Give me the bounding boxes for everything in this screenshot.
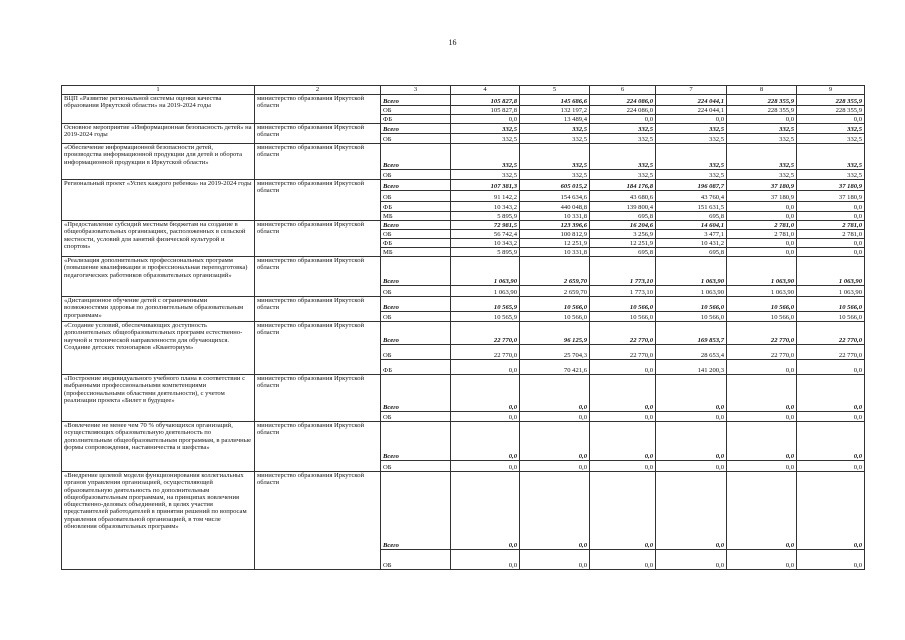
table-row [62, 375, 865, 412]
funding-source: МБ [381, 212, 451, 221]
measure-name: «Дистанционное обучение детей с ограниченными возможностями здоровья по дополнительным образовательным программам» [62, 297, 255, 322]
measure-name: ВЦП «Развитие региональной системы оценки качества образования Иркутской области» на 2019-2024 годы [62, 95, 255, 124]
amount-cell: 224 086,0 [590, 106, 656, 115]
amount-cell: 10 566,0 [797, 297, 865, 312]
amount-cell: 695,8 [656, 248, 727, 257]
measure-name: «Внедрение целевой модели функционирования коллегиальных органов управления организацией, осуществляющей образовательную деятельность по дополнительным общеобразовательным программам, на принципах вовлечения общественно-деловых объединений, в целях участия представителей работодателей в принятии решений по вопросам управления образовательной организацией, в том числе обновления образовательных программ» [62, 472, 255, 570]
header-cell: 4 [451, 86, 520, 95]
amount-cell: 0,0 [797, 412, 865, 422]
amount-cell: 0,0 [727, 360, 797, 375]
amount-cell: 0,0 [451, 472, 520, 550]
amount-cell: 16 204,6 [590, 221, 656, 230]
measure-name: «Реализация дополнительных профессиональных программ (повышение квалификации и профессиональная переподготовка) педагогических работников образовательных организаций» [62, 257, 255, 297]
amount-cell: 22 770,0 [590, 345, 656, 360]
funding-source: ОБ [381, 312, 451, 322]
table-row [62, 322, 865, 345]
amount-cell: 70 421,6 [520, 360, 590, 375]
amount-cell: 0,0 [656, 412, 727, 422]
amount-cell: 2 659,70 [520, 286, 590, 297]
amount-cell: 100 812,9 [520, 230, 590, 239]
amount-cell: 91 142,2 [451, 191, 520, 202]
amount-cell: 72 981,5 [451, 221, 520, 230]
amount-cell: 0,0 [451, 412, 520, 422]
amount-cell: 332,5 [656, 134, 727, 144]
amount-cell: 332,5 [797, 144, 865, 170]
amount-cell: 10 343,2 [451, 202, 520, 212]
amount-cell: 0,0 [727, 239, 797, 248]
amount-cell: 12 251,9 [590, 239, 656, 248]
amount-cell: 10 566,0 [656, 297, 727, 312]
amount-cell: 2 781,0 [797, 230, 865, 239]
amount-cell: 37 180,9 [797, 180, 865, 191]
amount-cell: 0,0 [590, 360, 656, 375]
amount-cell: 5 895,9 [451, 248, 520, 257]
funding-source: Всего [381, 297, 451, 312]
amount-cell: 0,0 [590, 375, 656, 412]
funding-source: ФБ [381, 239, 451, 248]
amount-cell: 2 781,0 [727, 230, 797, 239]
amount-cell: 22 770,0 [797, 322, 865, 345]
amount-cell: 22 770,0 [727, 345, 797, 360]
amount-cell: 28 653,4 [656, 345, 727, 360]
header-cell: 3 [381, 86, 451, 95]
amount-cell: 0,0 [797, 115, 865, 124]
amount-cell: 12 251,9 [520, 239, 590, 248]
amount-cell: 3 477,1 [656, 230, 727, 239]
amount-cell: 22 770,0 [451, 345, 520, 360]
amount-cell: 1 063,90 [797, 257, 865, 286]
funding-source: Всего [381, 257, 451, 286]
table-row [62, 95, 865, 106]
amount-cell: 139 800,4 [590, 202, 656, 212]
amount-cell: 332,5 [727, 134, 797, 144]
amount-cell: 0,0 [590, 412, 656, 422]
measure-name: «Обеспечение информационной безопасности детей, производства информационной продукции для детей и оборота информационной продукции в Иркутской области» [62, 144, 255, 180]
executor-name: министерство образования Иркутской области [255, 422, 381, 472]
header-cell: 2 [255, 86, 381, 95]
executor-name: министерство образования Иркутской области [255, 95, 381, 124]
amount-cell: 332,5 [520, 144, 590, 170]
amount-cell: 43 760,4 [656, 191, 727, 202]
amount-cell: 228 355,9 [797, 95, 865, 106]
amount-cell: 14 604,1 [656, 221, 727, 230]
amount-cell: 10 566,0 [520, 297, 590, 312]
amount-cell: 184 176,8 [590, 180, 656, 191]
amount-cell: 13 489,4 [520, 115, 590, 124]
amount-cell: 332,5 [727, 144, 797, 170]
amount-cell: 37 180,9 [727, 191, 797, 202]
table-row [62, 422, 865, 461]
funding-source: Всего [381, 472, 451, 550]
amount-cell: 141 200,3 [656, 360, 727, 375]
amount-cell: 0,0 [797, 375, 865, 412]
amount-cell: 0,0 [520, 375, 590, 412]
executor-name: министерство образования Иркутской области [255, 322, 381, 375]
amount-cell: 0,0 [656, 422, 727, 461]
funding-source: Всего [381, 144, 451, 170]
amount-cell: 2 781,0 [797, 221, 865, 230]
funding-source: Всего [381, 124, 451, 134]
table-row [62, 257, 865, 286]
amount-cell: 0,0 [727, 202, 797, 212]
amount-cell: 0,0 [590, 422, 656, 461]
amount-cell: 0,0 [656, 461, 727, 472]
amount-cell: 332,5 [797, 134, 865, 144]
amount-cell: 332,5 [451, 170, 520, 180]
amount-cell: 0,0 [797, 550, 865, 570]
amount-cell: 105 827,8 [451, 106, 520, 115]
funding-source: Всего [381, 322, 451, 345]
funding-source: МБ [381, 248, 451, 257]
amount-cell: 332,5 [451, 124, 520, 134]
amount-cell: 695,8 [590, 212, 656, 221]
amount-cell: 0,0 [797, 212, 865, 221]
table-row [62, 144, 865, 170]
amount-cell: 169 853,7 [656, 322, 727, 345]
amount-cell: 1 063,90 [451, 286, 520, 297]
amount-cell: 224 044,1 [656, 106, 727, 115]
amount-cell: 1 773,10 [590, 286, 656, 297]
amount-cell: 332,5 [797, 170, 865, 180]
amount-cell: 0,0 [451, 461, 520, 472]
measure-name: Основное мероприятие «Информационная безопасность детей» на 2019-2024 годы [62, 124, 255, 144]
amount-cell: 10 331,8 [520, 212, 590, 221]
header-cell: 5 [520, 86, 590, 95]
amount-cell: 10 565,9 [451, 312, 520, 322]
amount-cell: 0,0 [727, 212, 797, 221]
amount-cell: 37 180,9 [797, 191, 865, 202]
header-cell: 7 [656, 86, 727, 95]
funding-source: ОБ [381, 106, 451, 115]
funding-source: Всего [381, 221, 451, 230]
funding-source: ОБ [381, 191, 451, 202]
amount-cell: 22 770,0 [797, 345, 865, 360]
amount-cell: 0,0 [727, 550, 797, 570]
amount-cell: 1 063,90 [727, 286, 797, 297]
executor-name: министерство образования Иркутской области [255, 221, 381, 257]
amount-cell: 107 381,3 [451, 180, 520, 191]
amount-cell: 10 566,0 [590, 297, 656, 312]
funding-source: ОБ [381, 345, 451, 360]
amount-cell: 224 044,1 [656, 95, 727, 106]
table-row [62, 221, 865, 230]
funding-source: ОБ [381, 134, 451, 144]
amount-cell: 151 631,5 [656, 202, 727, 212]
amount-cell: 0,0 [727, 115, 797, 124]
funding-source: Всего [381, 180, 451, 191]
amount-cell: 332,5 [520, 124, 590, 134]
amount-cell: 145 686,6 [520, 95, 590, 106]
amount-cell: 332,5 [520, 170, 590, 180]
amount-cell: 332,5 [727, 170, 797, 180]
amount-cell: 22 770,0 [590, 322, 656, 345]
amount-cell: 0,0 [797, 422, 865, 461]
amount-cell: 1 063,90 [797, 286, 865, 297]
amount-cell: 0,0 [656, 115, 727, 124]
amount-cell: 132 197,2 [520, 106, 590, 115]
funding-source: ОБ [381, 170, 451, 180]
amount-cell: 10 343,2 [451, 239, 520, 248]
amount-cell: 332,5 [727, 124, 797, 134]
funding-source: ОБ [381, 412, 451, 422]
header-row [62, 86, 865, 95]
header-cell: 6 [590, 86, 656, 95]
amount-cell: 154 634,6 [520, 191, 590, 202]
amount-cell: 0,0 [727, 472, 797, 550]
funding-source: ОБ [381, 550, 451, 570]
measure-name: «Построение индивидуального учебного плана в соответствии с выбранными профессиональными компетенциями (профессиональными областями деятельности), с учетом реализации проекта «Билет в будущее» [62, 375, 255, 422]
amount-cell: 0,0 [656, 550, 727, 570]
amount-cell: 0,0 [727, 375, 797, 412]
amount-cell: 5 895,9 [451, 212, 520, 221]
amount-cell: 123 396,6 [520, 221, 590, 230]
amount-cell: 10 566,0 [590, 312, 656, 322]
amount-cell: 25 704,3 [520, 345, 590, 360]
amount-cell: 228 355,9 [797, 106, 865, 115]
amount-cell: 1 063,90 [727, 257, 797, 286]
amount-cell: 1 063,90 [451, 257, 520, 286]
amount-cell: 0,0 [797, 472, 865, 550]
header-cell: 9 [797, 86, 865, 95]
amount-cell: 96 125,9 [520, 322, 590, 345]
amount-cell: 224 086,0 [590, 95, 656, 106]
amount-cell: 605 015,2 [520, 180, 590, 191]
amount-cell: 10 331,8 [520, 248, 590, 257]
amount-cell: 0,0 [727, 412, 797, 422]
amount-cell: 10 566,0 [656, 312, 727, 322]
funding-source: ФБ [381, 202, 451, 212]
amount-cell: 228 355,9 [727, 106, 797, 115]
amount-cell: 332,5 [797, 124, 865, 134]
amount-cell: 0,0 [451, 360, 520, 375]
amount-cell: 10 565,9 [451, 297, 520, 312]
amount-cell: 22 770,0 [451, 322, 520, 345]
budget-table [61, 85, 865, 570]
funding-source: ОБ [381, 230, 451, 239]
amount-cell: 0,0 [797, 248, 865, 257]
funding-source: ОБ [381, 286, 451, 297]
header-cell: 1 [62, 86, 255, 95]
executor-name: министерство образования Иркутской области [255, 124, 381, 144]
amount-cell: 0,0 [727, 422, 797, 461]
amount-cell: 3 256,9 [590, 230, 656, 239]
amount-cell: 0,0 [656, 472, 727, 550]
amount-cell: 0,0 [797, 461, 865, 472]
funding-source: Всего [381, 375, 451, 412]
amount-cell: 22 770,0 [727, 322, 797, 345]
amount-cell: 1 773,10 [590, 257, 656, 286]
amount-cell: 332,5 [590, 124, 656, 134]
executor-name: министерство образования Иркутской области [255, 180, 381, 221]
amount-cell: 1 063,90 [656, 286, 727, 297]
executor-name: министерство образования Иркутской области [255, 144, 381, 180]
amount-cell: 0,0 [797, 239, 865, 248]
amount-cell: 332,5 [656, 144, 727, 170]
amount-cell: 10 431,2 [656, 239, 727, 248]
funding-source: Всего [381, 422, 451, 461]
amount-cell: 440 048,8 [520, 202, 590, 212]
amount-cell: 2 659,70 [520, 257, 590, 286]
amount-cell: 0,0 [520, 461, 590, 472]
measure-name: «Вовлечение не менее чем 70 % обучающихся организаций, осуществляющих образовательную деятельность по дополнительным общеобразовательным программам, в различные формы сопровождения, наставничества и шефства» [62, 422, 255, 472]
amount-cell: 43 680,6 [590, 191, 656, 202]
amount-cell: 0,0 [656, 375, 727, 412]
executor-name: министерство образования Иркутской области [255, 297, 381, 322]
amount-cell: 332,5 [590, 144, 656, 170]
amount-cell: 105 827,8 [451, 95, 520, 106]
amount-cell: 0,0 [590, 550, 656, 570]
amount-cell: 0,0 [520, 422, 590, 461]
amount-cell: 332,5 [656, 124, 727, 134]
amount-cell: 0,0 [451, 115, 520, 124]
amount-cell: 332,5 [451, 134, 520, 144]
measure-name: Региональный проект «Успех каждого ребенка» на 2019-2024 годы [62, 180, 255, 221]
measure-name: «Создание условий, обеспечивающих доступность дополнительных общеобразовательных программ естественно-научной и технической направленности для обучающихся. Создание детских технопарков «Кванториум» [62, 322, 255, 375]
amount-cell: 10 566,0 [727, 312, 797, 322]
funding-source: ФБ [381, 115, 451, 124]
measure-name: «Предоставление субсидий местным бюджетам на создание в общеобразовательных организациях, расположенных в сельской местности, условий для занятий физической культурой и спортом» [62, 221, 255, 257]
executor-name: министерство образования Иркутской области [255, 257, 381, 297]
amount-cell: 695,8 [590, 248, 656, 257]
amount-cell: 332,5 [590, 134, 656, 144]
amount-cell: 0,0 [590, 461, 656, 472]
amount-cell: 1 063,90 [656, 257, 727, 286]
table-row [62, 297, 865, 312]
funding-source: ФБ [381, 360, 451, 375]
amount-cell: 196 087,7 [656, 180, 727, 191]
amount-cell: 0,0 [727, 248, 797, 257]
amount-cell: 0,0 [590, 115, 656, 124]
amount-cell: 10 566,0 [520, 312, 590, 322]
amount-cell: 0,0 [451, 375, 520, 412]
amount-cell: 0,0 [451, 550, 520, 570]
funding-source: ОБ [381, 461, 451, 472]
table-row [62, 472, 865, 550]
amount-cell: 332,5 [520, 134, 590, 144]
amount-cell: 0,0 [797, 202, 865, 212]
page-number: 16 [448, 38, 457, 47]
amount-cell: 0,0 [520, 550, 590, 570]
executor-name: министерство образования Иркутской области [255, 375, 381, 422]
amount-cell: 37 180,9 [727, 180, 797, 191]
amount-cell: 0,0 [590, 472, 656, 550]
amount-cell: 56 742,4 [451, 230, 520, 239]
amount-cell: 10 566,0 [727, 297, 797, 312]
amount-cell: 0,0 [520, 472, 590, 550]
amount-cell: 0,0 [797, 360, 865, 375]
amount-cell: 695,8 [656, 212, 727, 221]
amount-cell: 10 566,0 [797, 312, 865, 322]
executor-name: министерство образования Иркутской области [255, 472, 381, 570]
header-cell: 8 [727, 86, 797, 95]
amount-cell: 0,0 [520, 412, 590, 422]
funding-source: Всего [381, 95, 451, 106]
amount-cell: 332,5 [656, 170, 727, 180]
amount-cell: 228 355,9 [727, 95, 797, 106]
amount-cell: 0,0 [727, 461, 797, 472]
table-row [62, 180, 865, 191]
amount-cell: 332,5 [590, 170, 656, 180]
amount-cell: 0,0 [451, 422, 520, 461]
amount-cell: 332,5 [451, 144, 520, 170]
table-row [62, 124, 865, 134]
amount-cell: 2 781,0 [727, 221, 797, 230]
